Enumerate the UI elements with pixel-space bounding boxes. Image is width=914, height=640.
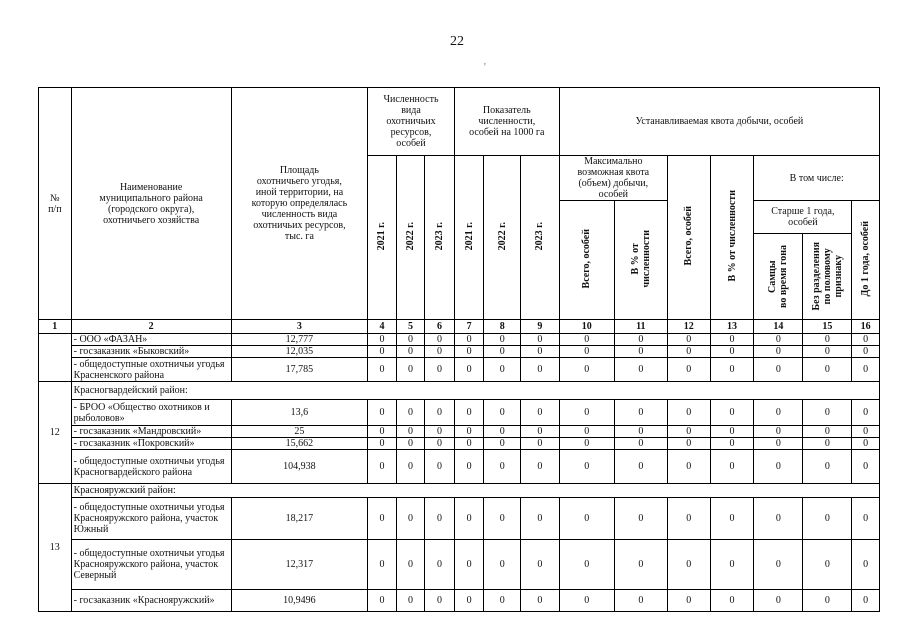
value-cell: 0 bbox=[396, 540, 425, 590]
header-older bbox=[754, 201, 852, 320]
value-cell: 0 bbox=[425, 346, 455, 358]
column-index: 1 bbox=[39, 320, 72, 334]
value-cell: 0 bbox=[484, 346, 521, 358]
table-row bbox=[39, 438, 880, 450]
value-cell: 0 bbox=[368, 346, 397, 358]
value-cell: 0 bbox=[754, 590, 803, 612]
value-cell: 0 bbox=[803, 590, 852, 612]
value-cell: 0 bbox=[396, 426, 425, 438]
value-cell: 0 bbox=[614, 540, 667, 590]
column-index: 4 bbox=[368, 320, 397, 334]
value-cell: 0 bbox=[521, 590, 560, 612]
column-index: 7 bbox=[454, 320, 484, 334]
table-body bbox=[39, 320, 880, 612]
column-index: 12 bbox=[667, 320, 710, 334]
value-cell: 0 bbox=[368, 426, 397, 438]
value-cell: 0 bbox=[667, 334, 710, 346]
value-cell: 0 bbox=[559, 498, 614, 540]
value-cell: 0 bbox=[425, 450, 455, 484]
value-cell: 0 bbox=[803, 438, 852, 450]
value-cell: 0 bbox=[521, 334, 560, 346]
header-pop-2022: 2022 г. bbox=[396, 156, 425, 320]
value-cell: 0 bbox=[667, 438, 710, 450]
header-under1: До 1 года, особей bbox=[852, 201, 880, 320]
value-cell: 0 bbox=[667, 450, 710, 484]
value-cell: 0 bbox=[454, 498, 484, 540]
value-cell: 0 bbox=[852, 450, 880, 484]
header-num: № п/п bbox=[39, 88, 72, 320]
table-row bbox=[39, 498, 880, 540]
value-cell: 0 bbox=[425, 590, 455, 612]
column-index: 5 bbox=[396, 320, 425, 334]
value-cell: 0 bbox=[425, 498, 455, 540]
value-cell: 0 bbox=[710, 498, 754, 540]
value-cell: 0 bbox=[754, 438, 803, 450]
value-cell: 0 bbox=[454, 438, 484, 450]
value-cell: 0 bbox=[852, 346, 880, 358]
value-cell: 0 bbox=[454, 358, 484, 382]
area-value: 12,777 bbox=[231, 334, 368, 346]
district-name: Краснояружский район: bbox=[71, 484, 879, 498]
header-pop-2021: 2021 г. bbox=[368, 156, 397, 320]
value-cell: 0 bbox=[852, 590, 880, 612]
area-value: 12,317 bbox=[231, 540, 368, 590]
table-row bbox=[39, 400, 880, 426]
value-cell: 0 bbox=[521, 498, 560, 540]
value-cell: 0 bbox=[710, 450, 754, 484]
value-cell: 0 bbox=[803, 426, 852, 438]
value-cell: 0 bbox=[425, 426, 455, 438]
value-cell: 0 bbox=[710, 346, 754, 358]
value-cell: 0 bbox=[614, 346, 667, 358]
value-cell: 0 bbox=[521, 346, 560, 358]
value-cell: 0 bbox=[521, 426, 560, 438]
value-cell: 0 bbox=[803, 400, 852, 426]
value-cell: 0 bbox=[754, 540, 803, 590]
value-cell: 0 bbox=[454, 426, 484, 438]
row-number bbox=[39, 334, 72, 382]
header-older-label: Старше 1 года, особей bbox=[754, 201, 851, 234]
value-cell: 0 bbox=[396, 438, 425, 450]
value-cell: 0 bbox=[614, 590, 667, 612]
value-cell: 0 bbox=[667, 590, 710, 612]
area-value: 10,9496 bbox=[231, 590, 368, 612]
value-cell: 0 bbox=[425, 400, 455, 426]
value-cell: 0 bbox=[559, 540, 614, 590]
value-cell: 0 bbox=[754, 450, 803, 484]
district-row bbox=[39, 484, 880, 498]
value-cell: 0 bbox=[803, 450, 852, 484]
value-cell: 0 bbox=[710, 358, 754, 382]
value-cell: 0 bbox=[754, 358, 803, 382]
value-cell: 0 bbox=[852, 358, 880, 382]
header-no-sex: Без разделения по половому признаку bbox=[810, 242, 844, 311]
value-cell: 0 bbox=[484, 450, 521, 484]
value-cell: 0 bbox=[614, 438, 667, 450]
value-cell: 0 bbox=[667, 400, 710, 426]
value-cell: 0 bbox=[754, 426, 803, 438]
value-cell: 0 bbox=[454, 590, 484, 612]
value-cell: 0 bbox=[710, 400, 754, 426]
header-pop-2023: 2023 г. bbox=[425, 156, 455, 320]
value-cell: 0 bbox=[454, 540, 484, 590]
value-cell: 0 bbox=[614, 358, 667, 382]
value-cell: 0 bbox=[484, 438, 521, 450]
value-cell: 0 bbox=[710, 426, 754, 438]
value-cell: 0 bbox=[559, 400, 614, 426]
value-cell: 0 bbox=[559, 346, 614, 358]
value-cell: 0 bbox=[521, 358, 560, 382]
value-cell: 0 bbox=[396, 334, 425, 346]
value-cell: 0 bbox=[754, 400, 803, 426]
value-cell: 0 bbox=[484, 334, 521, 346]
header-density: Показатель численности, особей на 1000 га bbox=[454, 88, 559, 156]
hunting-ground-name: - госзаказник «Быковский» bbox=[71, 346, 231, 358]
district-name: Красногвардейский район: bbox=[71, 382, 879, 400]
header-males: Самцы во время гона bbox=[754, 234, 803, 319]
column-index: 2 bbox=[71, 320, 231, 334]
column-index: 10 bbox=[559, 320, 614, 334]
table-row bbox=[39, 590, 880, 612]
area-value: 17,785 bbox=[231, 358, 368, 382]
value-cell: 0 bbox=[454, 346, 484, 358]
column-index: 8 bbox=[484, 320, 521, 334]
value-cell: 0 bbox=[396, 450, 425, 484]
table-header bbox=[39, 88, 880, 320]
value-cell: 0 bbox=[396, 498, 425, 540]
value-cell: 0 bbox=[803, 498, 852, 540]
hunting-ground-name: - госзаказник «Краснояружский» bbox=[71, 590, 231, 612]
value-cell: 0 bbox=[484, 400, 521, 426]
header-percent: В % от численности bbox=[710, 156, 754, 320]
value-cell: 0 bbox=[710, 540, 754, 590]
value-cell: 0 bbox=[425, 438, 455, 450]
table-row bbox=[39, 334, 880, 346]
value-cell: 0 bbox=[667, 540, 710, 590]
value-cell: 0 bbox=[396, 590, 425, 612]
column-index: 11 bbox=[614, 320, 667, 334]
table-row bbox=[39, 358, 880, 382]
header-max-percent: В % от численности bbox=[614, 201, 667, 320]
value-cell: 0 bbox=[754, 346, 803, 358]
area-value: 25 bbox=[231, 426, 368, 438]
value-cell: 0 bbox=[425, 334, 455, 346]
column-index: 14 bbox=[754, 320, 803, 334]
value-cell: 0 bbox=[396, 400, 425, 426]
hunting-ground-name: - общедоступные охотничьи угодья Красногвардейского района bbox=[71, 450, 231, 484]
value-cell: 0 bbox=[454, 334, 484, 346]
value-cell: 0 bbox=[852, 334, 880, 346]
value-cell: 0 bbox=[559, 358, 614, 382]
value-cell: 0 bbox=[667, 358, 710, 382]
hunting-ground-name: - общедоступные охотничьи угодья Краснояружского района, участок Южный bbox=[71, 498, 231, 540]
column-index: 13 bbox=[710, 320, 754, 334]
hunting-ground-name: - госзаказник «Покровский» bbox=[71, 438, 231, 450]
value-cell: 0 bbox=[368, 334, 397, 346]
value-cell: 0 bbox=[559, 450, 614, 484]
area-value: 13,6 bbox=[231, 400, 368, 426]
area-value: 12,035 bbox=[231, 346, 368, 358]
value-cell: 0 bbox=[368, 450, 397, 484]
table-row bbox=[39, 540, 880, 590]
value-cell: 0 bbox=[521, 438, 560, 450]
value-cell: 0 bbox=[614, 334, 667, 346]
value-cell: 0 bbox=[852, 400, 880, 426]
value-cell: 0 bbox=[852, 498, 880, 540]
area-value: 104,938 bbox=[231, 450, 368, 484]
value-cell: 0 bbox=[667, 498, 710, 540]
value-cell: 0 bbox=[710, 590, 754, 612]
value-cell: 0 bbox=[614, 498, 667, 540]
value-cell: 0 bbox=[484, 540, 521, 590]
header-total: Всего, особей bbox=[667, 156, 710, 320]
page-number: 22 bbox=[450, 34, 464, 49]
value-cell: 0 bbox=[368, 358, 397, 382]
header-name: Наименование муниципального района (городского округа), охотничьего хозяйства bbox=[71, 88, 231, 320]
value-cell: 0 bbox=[396, 346, 425, 358]
header-dens-2022: 2022 г. bbox=[484, 156, 521, 320]
value-cell: 0 bbox=[559, 426, 614, 438]
value-cell: 0 bbox=[454, 450, 484, 484]
value-cell: 0 bbox=[852, 540, 880, 590]
value-cell: 0 bbox=[368, 498, 397, 540]
value-cell: 0 bbox=[559, 334, 614, 346]
header-including: В том числе: bbox=[754, 156, 880, 201]
value-cell: 0 bbox=[559, 590, 614, 612]
value-cell: 0 bbox=[803, 334, 852, 346]
value-cell: 0 bbox=[803, 358, 852, 382]
header-max-total: Всего, особей bbox=[559, 201, 614, 320]
quota-table bbox=[38, 87, 880, 612]
column-index-row bbox=[39, 320, 880, 334]
header-quota: Устанавливаемая квота добычи, особей bbox=[559, 88, 879, 156]
scan-mark: ' bbox=[484, 62, 486, 73]
header-area: Площадь охотничьего угодья, иной территории, на которую определялась численность вида охотничьих ресурсов, тыс. га bbox=[231, 88, 368, 320]
value-cell: 0 bbox=[852, 426, 880, 438]
value-cell: 0 bbox=[484, 590, 521, 612]
value-cell: 0 bbox=[614, 426, 667, 438]
district-row bbox=[39, 382, 880, 400]
value-cell: 0 bbox=[368, 400, 397, 426]
value-cell: 0 bbox=[614, 400, 667, 426]
row-number: 12 bbox=[39, 382, 72, 484]
value-cell: 0 bbox=[710, 438, 754, 450]
value-cell: 0 bbox=[667, 426, 710, 438]
area-value: 18,217 bbox=[231, 498, 368, 540]
value-cell: 0 bbox=[425, 540, 455, 590]
hunting-ground-name: - БРОО «Общество охотников и рыболовов» bbox=[71, 400, 231, 426]
hunting-ground-name: - общедоступные охотничьи угодья Красненского района bbox=[71, 358, 231, 382]
area-value: 15,662 bbox=[231, 438, 368, 450]
value-cell: 0 bbox=[754, 498, 803, 540]
value-cell: 0 bbox=[754, 334, 803, 346]
value-cell: 0 bbox=[368, 438, 397, 450]
value-cell: 0 bbox=[559, 438, 614, 450]
value-cell: 0 bbox=[521, 540, 560, 590]
header-dens-2021: 2021 г. bbox=[454, 156, 484, 320]
hunting-ground-name: - общедоступные охотничьи угодья Краснояружского района, участок Северный bbox=[71, 540, 231, 590]
value-cell: 0 bbox=[368, 590, 397, 612]
column-index: 9 bbox=[521, 320, 560, 334]
value-cell: 0 bbox=[484, 358, 521, 382]
value-cell: 0 bbox=[368, 540, 397, 590]
value-cell: 0 bbox=[803, 540, 852, 590]
table-row bbox=[39, 426, 880, 438]
value-cell: 0 bbox=[667, 346, 710, 358]
value-cell: 0 bbox=[484, 426, 521, 438]
value-cell: 0 bbox=[852, 438, 880, 450]
column-index: 16 bbox=[852, 320, 880, 334]
hunting-ground-name: - ООО «ФАЗАН» bbox=[71, 334, 231, 346]
value-cell: 0 bbox=[803, 346, 852, 358]
row-number: 13 bbox=[39, 484, 72, 612]
value-cell: 0 bbox=[396, 358, 425, 382]
value-cell: 0 bbox=[521, 450, 560, 484]
value-cell: 0 bbox=[521, 400, 560, 426]
value-cell: 0 bbox=[484, 498, 521, 540]
value-cell: 0 bbox=[710, 334, 754, 346]
column-index: 15 bbox=[803, 320, 852, 334]
value-cell: 0 bbox=[614, 450, 667, 484]
header-population: Численность вида охотничьих ресурсов, особей bbox=[368, 88, 455, 156]
column-index: 6 bbox=[425, 320, 455, 334]
column-index: 3 bbox=[231, 320, 368, 334]
value-cell: 0 bbox=[454, 400, 484, 426]
table-row bbox=[39, 346, 880, 358]
table-row bbox=[39, 450, 880, 484]
hunting-ground-name: - госзаказник «Мандровский» bbox=[71, 426, 231, 438]
header-dens-2023: 2023 г. bbox=[521, 156, 560, 320]
value-cell: 0 bbox=[425, 358, 455, 382]
header-max-quota: Максимально возможная квота (объем) добычи, особей bbox=[559, 156, 667, 201]
